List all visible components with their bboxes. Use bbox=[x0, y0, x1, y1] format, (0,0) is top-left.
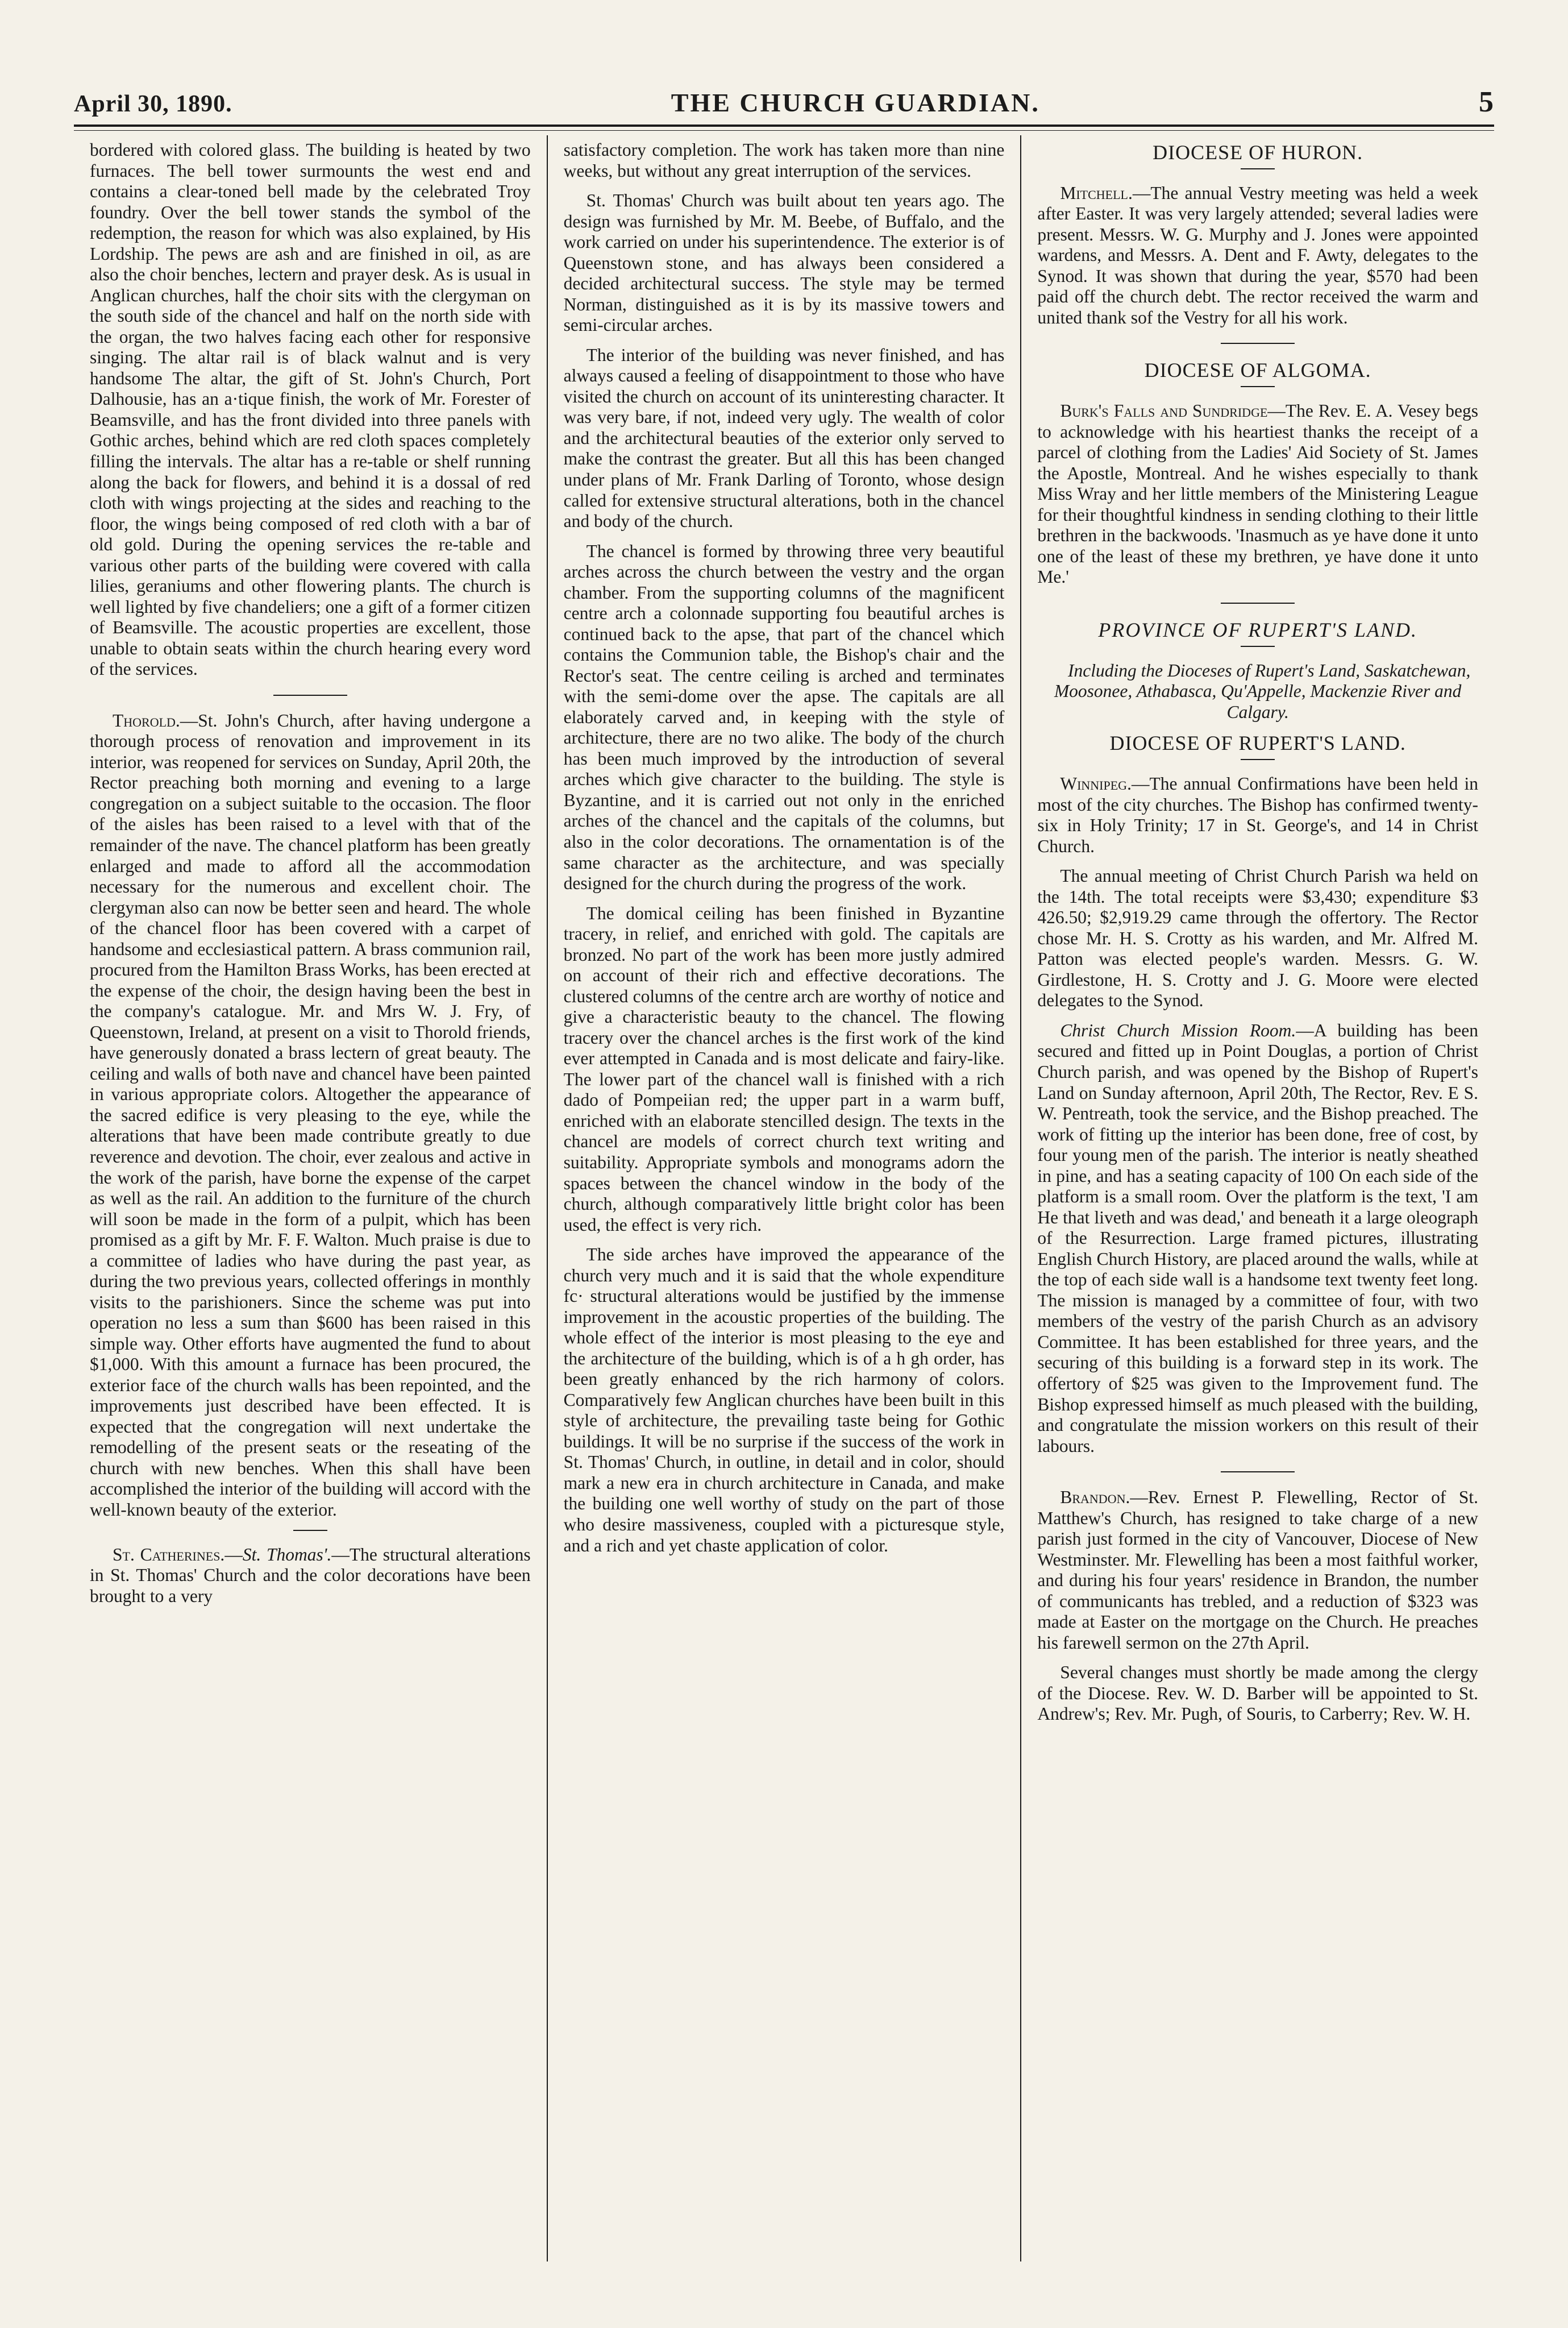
header-rule bbox=[74, 125, 1494, 131]
completion-paragraph: satisfactory completion. The work has taken more than nine weeks, but without any great interruption of the services. bbox=[563, 140, 1005, 181]
article-columns bbox=[74, 135, 1494, 2261]
heading-province-ruperts-land: PROVINCE OF RUPERT'S LAND. bbox=[1098, 619, 1418, 641]
page-header bbox=[74, 85, 1494, 119]
beamsville-church-paragraph: bordered with colored glass. The building is heated by two furnaces. The bell tower surmounts the west end and contains a clear-toned bell made by the celebrated Troy foundry. Over the bell tower stands the symbol of the redemption, the reason for which was also explained, by His Lordship. The pews are ash and are finished in oil, as are also the choir benches, lectern and prayer desk. As is usual in Anglican churches, half the choir sits with the clergyman on the south side of the chancel and half on the north side with the organ, the two halves facing each other for responsive singing. The altar rail is of black walnut and is very handsome The altar, the gift of St. John's Church, Port Dalhousie, has an a·tique finish, the work of Mr. Forester of Beamsville, and has the front divided into three panels with Gothic arches, behind which are red cloth spaces completely filling the intervals. The altar has a re-table or shelf running along the back for flowers, and behind it is a dossal of red cloth with wings projecting at the sides and reaching to the floor, the wings being composed of red cloth with a bar of old gold. During the opening services the re-table and various other parts of the building were covered with calla lilies, geraniums and other flowering plants. The church is well lighted by five chandeliers; one a gift of a former citizen of Beamsville. The acoustic properties are excellent, those unable to obtain seats within the church hearing every word of the services. bbox=[90, 140, 531, 679]
clergy-changes-paragraph: Several changes must shortly be made among the clergy of the Diocese. Rev. W. D. Barber will be appointed to St. Andrew's; Rev. Mr. Pugh, of Souris, to Carberry; Rev. W. H. bbox=[1037, 1662, 1479, 1724]
st-catherines-lead: St. Catherines. bbox=[113, 1544, 225, 1565]
brandon-text: —Rev. Ernest P. Flewelling, Rector of St. Matthew's Church, has resigned to take charge of a new parish just formed in the city of Vancouver, Diocese of New Westminster. Mr. Flewelling has been a most faithful worker, and during his four years' residence in Brandon, the number of communicants has trebled, and a reduction of $323 was made at Easter on the mortgage on the Church. He preaches his farewell sermon on the 27th April. bbox=[1037, 1487, 1479, 1653]
winnipeg-paragraph bbox=[1037, 774, 1478, 857]
section-divider bbox=[1221, 603, 1295, 604]
mission-room-paragraph bbox=[1037, 1020, 1478, 1456]
section-divider bbox=[293, 1530, 327, 1531]
section-divider bbox=[1221, 1471, 1295, 1472]
issue-date: April 30, 1890. bbox=[74, 91, 232, 117]
mitchell-paragraph bbox=[1037, 183, 1478, 329]
brandon-paragraph bbox=[1037, 1487, 1478, 1653]
column-2 bbox=[547, 135, 1021, 2261]
burks-falls-text: —The Rev. E. A. Vesey begs to acknowledge with his heartiest thanks the receipt of a parcel of clothing from the Ladies' Aid Society of St. James the Apostle, Montreal. And he wishes especially to thank Miss Wray and her little members of the Ministering League for their thoughtful kindness in sending clothing to their little brethren in the backwoods. 'Inasmuch as ye have done it unto one of the least of these my brethren, ye have done it unto Me.' bbox=[1037, 401, 1479, 587]
st-catherines-dash: — bbox=[224, 1544, 243, 1565]
thorold-text: —St. John's Church, after having undergone a thorough process of renovation and improvement in its interior, was reopened for services on Sunday, April 20th, the Rector preaching both morning and evening to a large congregation on a subject suitable to the occasion. The floor of the aisles has been raised to a level with that of the remainder of the nave. The chancel platform has been greatly enlarged and made to afford all the accommodation necessary for the numerous and excellent choir. The clergyman also can now be better seen and heard. The whole of the chancel floor has been covered with a carpet of handsome and ecclesiastical pattern. A brass communion rail, procured from the Hamilton Brass Works, has been erected at the expense of the choir, the design having been the best in the company's catalogue. Mr. and Mrs W. J. Fry, of Queenstown, Ireland, at present on a visit to Thorold friends, have generously donated a brass lectern of great beauty. The ceiling and walls of both nave and chancel have been painted in various appropriate colors. Altogether the appearance of the sacred edifice is very pleasing to the eye, while the alterations that have been made contribute greatly to due reverence and devotion. The choir, ever zealous and active in the work of the parish, have borne the expense of the carpet as well as the rail. An addition to the furniture of the church will soon be made in the form of a pulpit, which has been promised as a gift by Mr. F. F. Walton. Much praise is due to a committee of ladies who have during the past year, as during the two previous years, collected offerings in monthly visits to the parishioners. Since the scheme was put into operation no less a sum than $600 has been raised in this simple way. Other efforts have augmented the fund to about $1,000. With this amount a furnace has been procured, the exterior face of the church walls has been repointed, and the improvements just described have been effected. It is expected that the congregation will next undertake the remodelling of the present seats or the reseating of the church with new benches. When this shall have been accomplished the interior of the building will accord with the well-known beauty of the exterior. bbox=[90, 710, 531, 1520]
section-divider bbox=[273, 695, 347, 696]
masthead-title: THE CHURCH GUARDIAN. bbox=[671, 88, 1040, 117]
st-catherines-text: —The structural alterations in St. Thomas' Church and the color decorations have been brought to a very bbox=[90, 1544, 531, 1606]
heading-rule bbox=[1241, 759, 1275, 760]
side-arches-paragraph: The side arches have improved the appearance of the church very much and it is said that the whole expenditure fc· structural alterations would be justified by the immense improvement in the acoustic properties of the building. The whole effect of the interior is most pleasing to the eye and the architecture of the building, which is of a h gh order, has been greatly enhanced by the rich harmony of colors. Comparatively few Anglican churches have been built in this style of architecture, the prevailing taste being for Gothic buildings. It will be no surprise if the success of the work in St. Thomas' Church, in outline, in detail and in color, should mark a new era in church architecture in Canada, and make the building one well worthy of study on the part of those who desire massiveness, coupled with a picturesque style, and a rich and yet chaste application of color. bbox=[563, 1244, 1005, 1555]
heading-rule bbox=[1241, 386, 1275, 387]
heading-rule bbox=[1241, 646, 1275, 647]
winnipeg-lead: Winnipeg. bbox=[1060, 774, 1132, 794]
heading-diocese-huron: DIOCESE OF HURON. bbox=[1153, 141, 1363, 164]
burks-falls-lead: Burk's Falls and Sundridge bbox=[1060, 401, 1268, 421]
interior-paragraph: The interior of the building was never finished, and has always caused a feeling of disappointment to those who have visited the church on account of its uninteresting character. It was very bare, if not, indeed very ugly. The wealth of color and the architectural beauties of the exterior only served to make the contrast the greater. But all this has been changed under plans of Mr. Frank Darling of Toronto, whose design called for extensive structural alterations, both in the chancel and body of the church. bbox=[563, 345, 1005, 532]
mission-room-text: —A building has been secured and fitted up in Point Douglas, a portion of Christ Church parish, and was opened by the Bishop of Rupert's Land on Sunday afternoon, April 20th, The Rector, Rev. E S. W. Pentreath, took the service, and the Bishop preached. The work of fitting up the interior has been done, free of cost, by four young men of the parish. The interior is neatly sheathed in pine, and has a seating capacity of 100 On each side of the platform is a small room. Over the platform is the text, 'I am He that liveth and was dead,' and beneath it a large oleograph of the Resurrection. Large framed pictures, illustrating English Church History, are placed around the walls, while at the top of each side wall is a handsome text twenty feet long. The mission is managed by a committee of four, with two members of the vestry of the parish Church as an advisory Committee. It has been established for three years, and the securing of this building is a forward step in its work. The offertory of $25 was given to the Improvement fund. The Bishop expressed himself as much pleased with the building, and congratulate the mission workers on this result of their labours. bbox=[1037, 1020, 1479, 1456]
history-paragraph: St. Thomas' Church was built about ten years ago. The design was furnished by Mr. M. Beebe, of Buffalo, and the work carried on under his superintendence. The exterior is of Queenstown stone, and has always been considered a decided architectural success. The style may be termed Norman, distinguished as it is by its massive towers and semi-circular arches. bbox=[563, 190, 1005, 335]
page-number: 5 bbox=[1478, 86, 1494, 118]
winnipeg-text: —The annual Confirmations have been held in most of the city churches. The Bishop has confirmed twenty-six in Holy Trinity; 17 in St. George's, and 14 in Christ Church. bbox=[1037, 774, 1479, 856]
section-divider bbox=[1221, 343, 1295, 344]
column-3 bbox=[1020, 135, 1494, 2261]
chancel-paragraph: The chancel is formed by throwing three very beautiful arches across the church between the vestry and the organ chamber. From the supporting columns of the magnificent centre arch a colonnade supporting fou beautiful arches is continued back to the apse, that part of the chancel which contains the Communion table, the Bishop's chair and the Rector's seat. The centre ceiling is arched and terminates with the semi-dome over the apse. The capitals are all elaborately carved and, in keeping with the style of architecture, there are no two alike. The body of the church has been much improved by the introduction of several arches which give character to the building. The style is Byzantine, and it is carried out not only in the enriched arches of the chancel and the capitals of the columns, but also in the color decorations. The ornamentation is of the same character as the architecture, and was specially designed for the church during the progress of the work. bbox=[563, 541, 1005, 894]
thorold-lead: Thorold. bbox=[113, 710, 180, 731]
province-note: Including the Dioceses of Rupert's Land, Saskatchewan, Moosonee, Athabasca, Qu'Appelle, Mackenzie River and Calgary. bbox=[1054, 660, 1471, 722]
heading-diocese-ruperts-land: DIOCESE OF RUPERT'S LAND. bbox=[1109, 732, 1406, 755]
burks-falls-paragraph bbox=[1037, 401, 1478, 588]
mission-room-lead: Christ Church Mission Room. bbox=[1060, 1020, 1296, 1040]
christ-church-meeting-paragraph: The annual meeting of Christ Church Parish wa held on the 14th. The total receipts were $3,430; expenditure $3 426.50; $2,919.29 came through the offertory. The Rector chose Mr. H. S. Crotty as his warden, and Mr. Alfred M. Patton was elected people's warden. Messrs. G. W. Girdlestone, H. S. Crotty and J. G. Moore were elected delegates to the Synod. bbox=[1037, 866, 1479, 1011]
column-1 bbox=[74, 135, 547, 2261]
mitchell-lead: Mitchell. bbox=[1060, 182, 1133, 203]
heading-diocese-algoma: DIOCESE OF ALGOMA. bbox=[1144, 359, 1371, 382]
thorold-paragraph bbox=[90, 711, 531, 1521]
st-catherines-paragraph bbox=[90, 1545, 531, 1607]
heading-rule bbox=[1241, 168, 1275, 169]
ceiling-paragraph: The domical ceiling has been finished in Byzantine tracery, in relief, and enriched with gold. The capitals are bronzed. No part of the work has been more justly admired on account of their rich and effective decorations. The clustered columns of the centre arch are worthy of notice and give a characteristic beauty to the chancel. The flowing tracery over the chancel arches is the first work of the kind ever attempted in Canada and is most delicate and fairy-like. The lower part of the chancel wall is finished with a rich dado of Pompeiian red; the upper part in a warm buff, enriched with an elaborate stencilled design. The texts in the chancel are models of correct church text writing and suitability. Appropriate symbols and monograms adorn the spaces between the chancel window in the body of the church, although comparatively little bright color has been used, the effect is very rich. bbox=[563, 903, 1005, 1235]
brandon-lead: Brandon. bbox=[1060, 1487, 1130, 1508]
st-thomas-lead: St. Thomas'. bbox=[242, 1544, 332, 1565]
mitchell-text: —The annual Vestry meeting was held a week after Easter. It was very largely attended; several ladies were present. Messrs. W. G. Murphy and J. Jones were appointed wardens, and Messrs. A. Dent and F. Awty, delegates to the Synod. It was shown that during the year, $570 had been paid off the church debt. The rector received the warm and united thank sof the Vestry for all his work. bbox=[1037, 182, 1479, 327]
